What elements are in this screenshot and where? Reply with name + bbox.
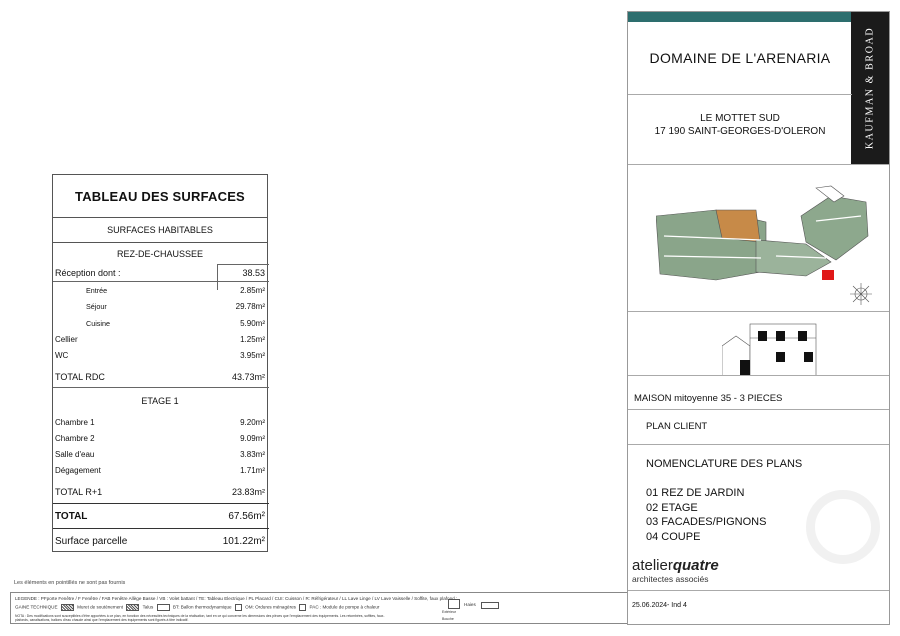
divider	[628, 444, 889, 445]
legend-box	[10, 592, 628, 624]
slope-icon	[157, 604, 170, 611]
divider	[628, 311, 889, 312]
table-title: TABLEAU DES SURFACES	[53, 175, 267, 218]
surfaces-table	[52, 174, 268, 552]
table-row	[53, 431, 267, 447]
nomenclature-title: NOMENCLATURE DES PLANS	[646, 458, 803, 470]
row-value: 1.25m²	[240, 335, 265, 344]
level-rdc: REZ-DE-CHAUSSEE	[116, 249, 203, 259]
divider	[628, 94, 852, 95]
watermark-logo	[806, 490, 880, 564]
table-row-total-rdc	[53, 369, 267, 385]
row-label: TOTAL R+1	[55, 487, 103, 497]
architect-subtitle: architectes associés	[632, 574, 709, 584]
legend-note: NOTA : Des modifications sont susceptibles d'être apportées à ce plan, en fonction des nécessités techniques de la réalisation, tant en ce qui concerne les dimensions des pièces que l'emplacement des équipements. Les retombées, soffites, faux-plafonds, canalisations, ballons d'eau chaude ainsi que l'emplacement des équipements sont figurés à titre indicatif.	[15, 614, 385, 622]
legend-symbols	[15, 604, 379, 611]
plans-list	[646, 486, 766, 544]
compass-icon	[850, 283, 872, 305]
facade-window	[776, 352, 785, 362]
table-row-total-etage	[53, 484, 267, 500]
heat-pump-icon	[299, 604, 306, 611]
row-value: 29.78m²	[235, 302, 265, 311]
architect-name-light: atelier	[632, 557, 673, 574]
row-value: 9.20m²	[240, 418, 265, 427]
divider	[628, 375, 889, 376]
row-label: Surface parcelle	[55, 536, 128, 547]
pointilles-note: Les éléments en pointillés ne sont pas fournis	[14, 580, 126, 586]
legend-exterieur: Extérieur	[442, 610, 457, 614]
title-block	[627, 11, 890, 625]
list-item: 04 COUPE	[646, 530, 701, 543]
hedge-icon	[481, 602, 499, 609]
row-value: 1.71m²	[240, 466, 265, 475]
architect-name-bold: quatre	[672, 557, 719, 574]
row-value: 67.56m²	[228, 511, 265, 522]
row-label: Salle d'eau	[55, 450, 95, 459]
lot-highlight	[822, 270, 834, 280]
row-value: 43.73m²	[231, 372, 265, 382]
site-plan	[656, 176, 882, 306]
table-row	[53, 447, 267, 463]
legend-pac: PAC : Module de pompe à chaleur	[309, 604, 380, 610]
row-label: TOTAL	[55, 511, 88, 522]
address	[628, 112, 852, 138]
legend-line: LEGENDE : PFporte Fenêtre / F Fenêtre / FAB Fenêtre Allège Basse / VB : Volet battant / TE: Tableau Electrique / PL Placard / CUI: Cuisson / R: Réfrigérateur / LL Lave Linge / LV Lave Vaisselle / Soffite, faux plafond :	[15, 596, 458, 601]
table-row	[53, 332, 267, 348]
divider	[628, 409, 889, 410]
table-row	[53, 348, 267, 364]
row-value: 3.83m²	[240, 450, 265, 459]
row-value: 3.95m²	[240, 351, 265, 360]
row-value: 2.85m²	[240, 286, 265, 295]
revision-date: 25.06.2024- Ind 4	[632, 602, 687, 609]
divider	[628, 590, 889, 591]
gaine-technique-icon	[61, 604, 74, 611]
legend-bouche: Bouche	[442, 617, 454, 621]
legend-mur: Muret de soutènement	[77, 604, 124, 610]
table-row-total	[53, 508, 267, 524]
row-label: Entrée	[86, 286, 108, 295]
divider	[53, 387, 269, 388]
row-label: Dégagement	[55, 466, 101, 475]
plan-type: PLAN CLIENT	[646, 421, 708, 432]
legend-gaine: GAINE TECHNIQUE	[15, 604, 58, 610]
legend-haies: Haies	[464, 602, 476, 607]
table-subtitle: SURFACES HABITABLES	[53, 218, 267, 243]
row-label: Cellier	[55, 335, 78, 344]
table-row	[53, 463, 267, 479]
level-etage: ETAGE 1	[141, 396, 179, 406]
om-bin-icon	[235, 604, 242, 611]
site-block	[716, 210, 760, 242]
divider	[53, 528, 269, 529]
row-value: 9.09m²	[240, 434, 265, 443]
brand-logo	[851, 12, 889, 164]
row-label: Chambre 2	[55, 434, 95, 443]
table-row	[53, 283, 267, 299]
row-value: 38.53	[242, 268, 265, 278]
table-row	[53, 316, 267, 332]
accent-bar	[628, 12, 852, 22]
legend-bt: BT: Ballon thermodynamique	[172, 604, 232, 610]
row-label: Séjour	[86, 302, 107, 311]
exterior-box-icon	[448, 599, 460, 609]
row-label: TOTAL RDC	[55, 372, 105, 382]
table-row	[53, 299, 267, 315]
facade-window	[776, 331, 785, 341]
facade-window	[758, 331, 767, 341]
divider	[53, 281, 269, 282]
retaining-wall-icon	[126, 604, 139, 611]
facade-window	[798, 331, 807, 341]
table-row	[53, 415, 267, 431]
divider	[53, 503, 269, 504]
table-row	[53, 265, 267, 281]
address-line: LE MOTTET SUD	[700, 113, 780, 124]
legend-om: OM: Ordures ménagères	[245, 604, 296, 610]
legend-talus: Talus	[142, 604, 154, 610]
brand-name: KAUFMAN & BROAD	[864, 26, 876, 150]
row-label: Réception dont :	[55, 268, 121, 278]
row-label: WC	[55, 351, 69, 360]
project-title: DOMAINE DE L'ARENARIA	[649, 50, 831, 66]
row-value: 101.22m²	[222, 536, 265, 547]
list-item: 02 ETAGE	[646, 501, 698, 514]
table-row-parcelle	[53, 533, 267, 549]
facade-door	[740, 360, 750, 376]
facade-window	[804, 352, 813, 362]
divider	[628, 164, 889, 165]
address-line: 17 190 SAINT-GEORGES-D'OLERON	[654, 126, 826, 137]
row-value: 23.83m²	[231, 487, 265, 497]
list-item: 01 REZ DE JARDIN	[646, 487, 745, 499]
house-type: MAISON mitoyenne 35 - 3 PIECES	[634, 393, 783, 404]
row-value: 5.90m²	[240, 319, 265, 328]
architect-logo	[632, 557, 719, 574]
row-label: Cuisine	[86, 319, 110, 328]
list-item: 03 FACADES/PIGNONS	[646, 516, 767, 528]
facade-drawing	[722, 314, 822, 376]
row-label: Chambre 1	[55, 418, 95, 427]
